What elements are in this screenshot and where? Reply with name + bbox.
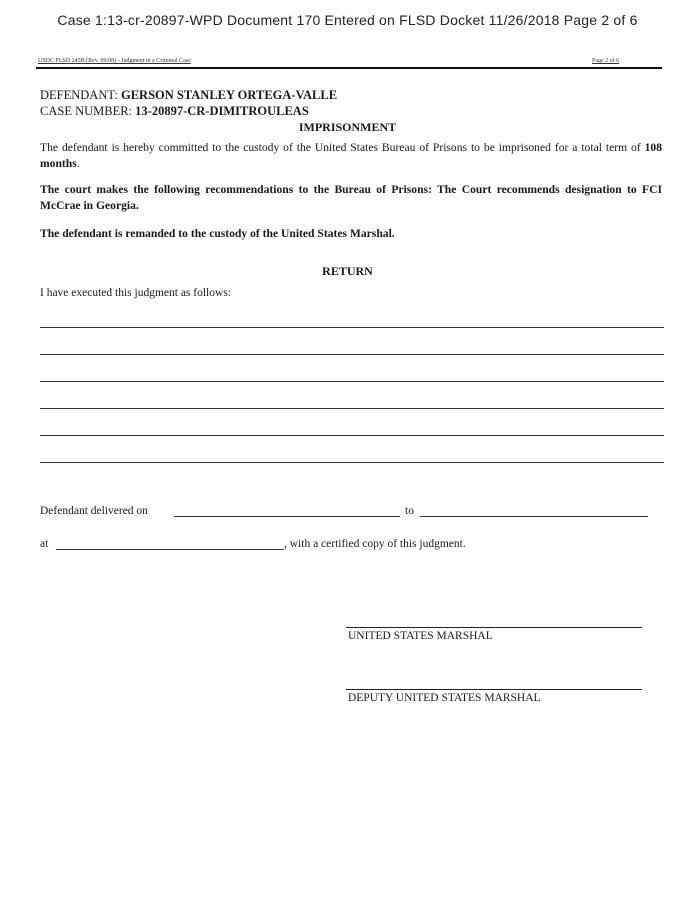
blank-line: [40, 462, 664, 463]
case-number-line: [40, 104, 309, 119]
recommendation-text: The court makes the following recommendations to the Bureau of Prisons: The Court recommends designation to FCI McCrae in Georgia.: [40, 183, 662, 212]
delivered-to-blank: [420, 516, 648, 517]
case-number: 13-20897-CR-DIMITROULEAS: [135, 104, 309, 118]
delivered-to-label: to: [405, 505, 414, 517]
imprisonment-text-end: .: [76, 157, 80, 170]
imprisonment-paragraph: [40, 140, 662, 172]
remand-text: The defendant is remanded to the custody of the United States Marshal.: [40, 227, 395, 240]
page-of: Page 2 of 6: [592, 58, 620, 64]
marshal-label: UNITED STATES MARSHAL: [348, 630, 493, 642]
defendant-line: [40, 88, 337, 103]
defendant-label: DEFENDANT:: [40, 88, 118, 102]
blank-line: [40, 435, 664, 436]
return-heading: RETURN: [322, 264, 373, 278]
court-stamp: Case 1:13-cr-20897-WPD Document 170 Entered on FLSD Docket 11/26/2018 Page 2 of 6: [57, 12, 638, 28]
header-rule: [36, 67, 662, 69]
at-label: at: [40, 538, 49, 550]
delivered-on-label: Defendant delivered on: [40, 505, 148, 517]
recommendation-paragraph: [40, 182, 662, 214]
case-number-label: CASE NUMBER:: [40, 104, 133, 118]
blank-line: [40, 354, 664, 355]
imprisonment-text: The defendant is hereby committed to the custody of the United States Bureau of Prisons to be imprisoned for a total term of: [40, 141, 645, 154]
deputy-signature-line: [346, 689, 642, 690]
term-of-imprisonment: 108 months: [40, 141, 662, 170]
blank-line: [40, 327, 664, 328]
imprisonment-heading: IMPRISONMENT: [298, 120, 397, 134]
remand-paragraph: [40, 226, 662, 242]
certified-copy-text: , with a certified copy of this judgment.: [284, 538, 466, 550]
at-blank: [56, 549, 284, 550]
executed-text: I have executed this judgment as follows:: [40, 287, 231, 299]
blank-line: [40, 381, 664, 382]
delivered-date-blank: [174, 516, 400, 517]
form-id: USDC FLSD 245B (Rev. 09/08) - Judgment in a Criminal Case: [38, 58, 191, 64]
blank-line: [40, 408, 664, 409]
marshal-signature-line: [346, 627, 642, 628]
defendant-name: GERSON STANLEY ORTEGA-VALLE: [120, 88, 338, 102]
deputy-marshal-label: DEPUTY UNITED STATES MARSHAL: [348, 692, 541, 704]
